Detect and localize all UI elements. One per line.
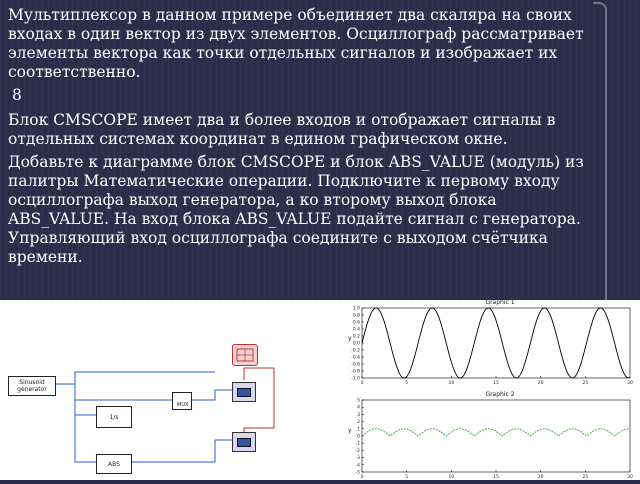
graphic-window [340, 300, 640, 480]
plot-canvas [340, 300, 640, 480]
y-tick-label: 1 [357, 427, 360, 433]
x-tick-label: 0 [360, 381, 364, 386]
x-tick-label: 10 [448, 381, 455, 386]
y-tick-label: -4 [355, 463, 360, 469]
abs-label: ABS [108, 460, 120, 468]
graphic2-ylabel: y [348, 427, 352, 434]
y-tick-label: -1.0 [351, 376, 360, 382]
y-tick-label: 0.2 [352, 334, 360, 340]
y-tick-label: 3 [357, 412, 360, 418]
wire-mux-scope1 [190, 390, 232, 400]
graphic1-axes [351, 306, 633, 387]
x-tick-label: 0 [360, 475, 364, 480]
mux-label: MUX [177, 402, 189, 408]
wire-gen-abs [75, 415, 96, 462]
x-tick-label: 15 [493, 475, 499, 480]
plot-frame [362, 308, 630, 378]
y-tick-label: 0.4 [352, 327, 360, 333]
gain-label: 1/s [109, 413, 119, 421]
decorative-bracket [593, 2, 607, 306]
y-tick-label: 0.6 [352, 320, 360, 326]
y-tick-label: 0.0 [352, 341, 360, 347]
plot-frame [362, 400, 630, 472]
paragraph-3: Добавьте к диаграмме блок CMSCOPE и блок ABS_VALUE (модуль) из палитры Математические операции. Подключите к первому входу осциллографа выход генератора, а ко второму выход блока ABS_VALUE. На вход блока ABS_VALUE подайте сигнал с генератора. Управляющий вход осциллографа соедините с выходом счётчика времени. [8, 153, 584, 266]
x-tick-label: 5 [405, 381, 409, 386]
y-tick-label: 0 [357, 434, 360, 440]
generator-label: Sinusoid generator [17, 379, 47, 393]
y-tick-label: -5 [355, 470, 360, 476]
sinusoid-generator-block[interactable] [8, 376, 56, 396]
y-tick-label: -0.8 [351, 369, 360, 375]
y-tick-label: -0.6 [351, 362, 360, 368]
slide-text [8, 6, 588, 271]
x-tick-label: 30 [627, 381, 633, 386]
scope-screen-icon [237, 438, 251, 447]
wire-gen-mux [55, 384, 172, 400]
y-tick-label: -0.2 [351, 348, 360, 354]
x-tick-label: 20 [537, 381, 544, 386]
xcos-diagram [0, 300, 340, 480]
y-tick-label: 0.8 [352, 313, 360, 319]
paragraph-2: Блок CMSCOPE имеет два и более входов и отображает сигналы в отдельных системах координат в едином графическом окне. [8, 111, 556, 148]
y-tick-label: -2 [355, 448, 360, 454]
y-tick-label: -1 [355, 441, 360, 447]
x-tick-label: 25 [582, 381, 589, 386]
clock-block[interactable] [232, 344, 258, 366]
graphic1-ylabel: y [348, 335, 352, 342]
x-tick-label: 10 [448, 475, 455, 480]
scope-block-1[interactable] [232, 382, 256, 402]
x-tick-label: 30 [627, 475, 633, 480]
x-tick-label: 15 [493, 381, 499, 386]
abs-value-block[interactable] [96, 454, 132, 474]
y-tick-label: 1.0 [352, 306, 360, 312]
graphic1-title: Graphic 1 [485, 300, 515, 306]
clock-icon [233, 345, 257, 365]
cmscope-block[interactable] [232, 432, 256, 452]
paragraph-1: Мультиплексор в данном примере объединяет два скаляра на своих входах в один вектор из двух элементов. Осциллограф рассматривает элементы вектора как точки отдельных сигналов и изображает их соответственно. [8, 6, 584, 81]
wire-abs-scope2 [130, 440, 232, 462]
y-tick-label: -0.4 [351, 355, 360, 361]
y-tick-label: -3 [355, 456, 360, 462]
series-line-sin [362, 308, 630, 378]
y-tick-label: 4 [357, 405, 360, 411]
x-tick-label: 5 [405, 475, 409, 480]
x-tick-label: 25 [582, 475, 589, 480]
gain-block[interactable] [96, 406, 132, 428]
y-tick-label: 5 [357, 398, 360, 404]
graphic2-axes [356, 398, 633, 481]
slide-number: 8 [12, 86, 22, 104]
series-line-abssin [362, 429, 630, 436]
y-tick-label: 2 [357, 420, 360, 426]
graphic2-title: Graphic 2 [485, 391, 515, 398]
wire-top [75, 372, 215, 384]
scope-screen-icon [237, 388, 251, 397]
x-tick-label: 20 [537, 475, 544, 480]
